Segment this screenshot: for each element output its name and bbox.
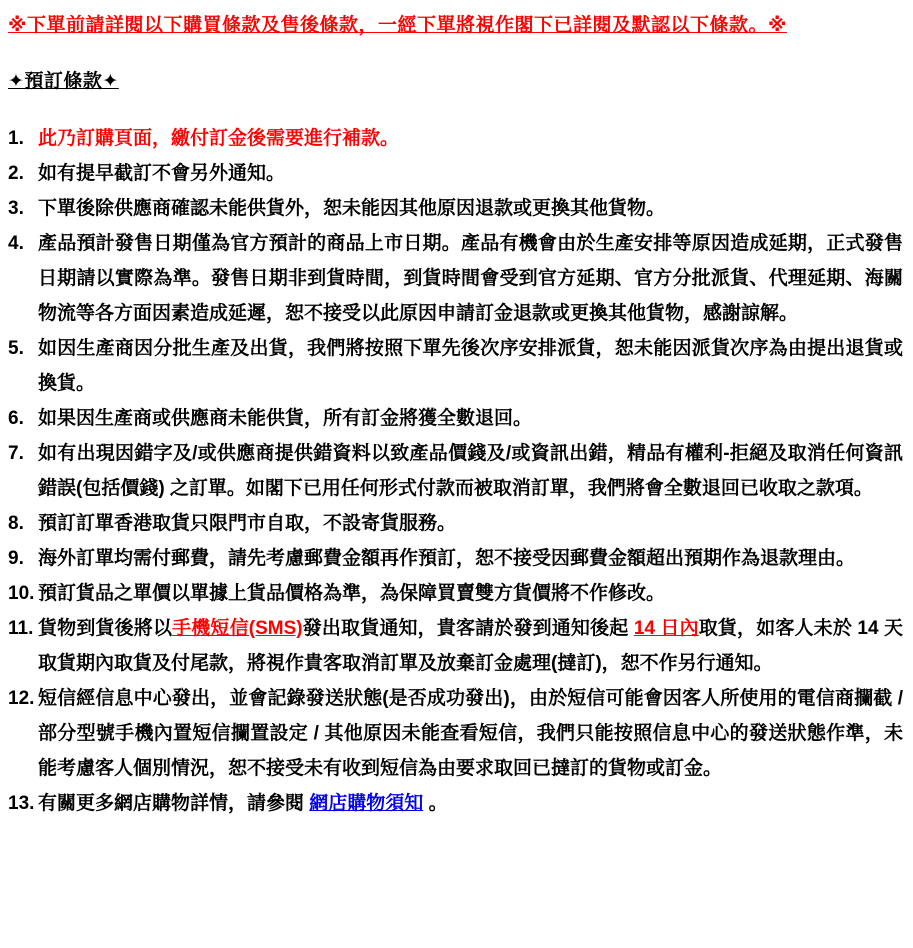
term-text (38, 576, 903, 611)
term-number: 6. (8, 407, 24, 429)
term-segment: 手機短信(SMS) (172, 617, 303, 639)
term-segment: 如因生產商因分批生產及出貨，我們將按照下單先後次序安排派貨，恕未能因派貨次序為由提出退貨或換貨。 (38, 337, 903, 394)
term-number: 7. (8, 442, 24, 464)
term-text (38, 506, 903, 541)
term-segment: 預訂訂單香港取貨只限門市自取，不設寄貨服務。 (38, 512, 457, 534)
term-number: 11. (8, 617, 34, 639)
term-segment: 此乃訂購頁面，繳付訂金後需要進行補款。 (38, 127, 400, 149)
term-item-1 (8, 121, 903, 156)
term-number: 13. (8, 792, 35, 814)
term-item-3 (8, 191, 903, 226)
term-number: 3. (8, 197, 24, 219)
term-text (38, 611, 903, 681)
term-segment: 短信經信息中心發出，並會記錄發送狀態(是否成功發出)，由於短信可能會因客人所使用的電信商攔截 / 部分型號手機內置短信攔置設定 / 其他原因未能查看短信，我們只能按照信息中心的發送狀態作準，未能考慮客人個別情況，恕不接受未有收到短信為由要求取回已撻訂的貨物或訂金。 (38, 687, 903, 779)
term-item-2 (8, 156, 903, 191)
term-segment: 如有提早截訂不會另外通知。 (38, 162, 286, 184)
term-segment: 14 日內 (633, 617, 699, 639)
term-number: 5. (8, 337, 24, 359)
term-segment: 產品預計發售日期僅為官方預計的商品上市日期。產品有機會由於生產安排等原因造成延期，正式發售日期請以實際為準。發售日期非到貨時間，到貨時間會受到官方延期、官方分批派貨、代理延期、海關物流等各方面因素造成延遲，恕不接受以此原因申請訂金退款或更換其他貨物，感謝諒解。 (38, 232, 903, 324)
term-segment: 海外訂單均需付郵費，請先考慮郵費金額再作預訂，恕不接受因郵費金額超出預期作為退款理由。 (38, 547, 856, 569)
term-item-7 (8, 436, 903, 506)
term-item-6 (8, 401, 903, 436)
term-text (38, 191, 903, 226)
term-number: 10. (8, 582, 35, 604)
shop-guide-link[interactable]: 網店購物須知 (309, 792, 424, 814)
term-item-9 (8, 541, 903, 576)
purchase-notice-header: ※下單前請詳閱以下購買條款及售後條款，一經下單將視作閣下已詳閱及默認以下條款。※ (8, 15, 787, 36)
terms-list (8, 121, 903, 821)
term-item-10 (8, 576, 903, 611)
term-item-8 (8, 506, 903, 541)
term-item-5 (8, 331, 903, 401)
term-text (38, 681, 903, 786)
term-segment: 。 (423, 792, 448, 814)
term-segment: 下單後除供應商確認未能供貨外，恕未能因其他原因退款或更換其他貨物。 (38, 197, 666, 219)
term-segment: 預訂貨品之單價以單據上貨品價格為準，為保障買賣雙方貨價將不作修改。 (38, 582, 666, 604)
term-text (38, 401, 903, 436)
term-segment: 貨物到貨後將以 (38, 617, 173, 639)
term-number: 9. (8, 547, 24, 569)
term-number: 8. (8, 512, 24, 534)
term-text (38, 541, 903, 576)
term-segment: 取貨，如客人未於 14 天取貨期內取貨及付尾款，將視作貴客取消訂單及放棄訂金處理(撻訂)，恕不作另行通知。 (38, 617, 903, 674)
term-item-11 (8, 611, 903, 681)
term-text (38, 226, 903, 331)
term-number: 12. (8, 687, 35, 709)
term-segment: 如果因生產商或供應商未能供貨，所有訂金將獲全數退回。 (38, 407, 533, 429)
term-number: 4. (8, 232, 24, 254)
term-segment: 如有出現因錯字及/或供應商提供錯資料以致產品價錢及/或資訊出錯，精品有權利-拒絕及取消任何資訊錯誤(包括價錢) 之訂單。如閣下已用任何形式付款而被取消訂單，我們將會全數退回已收取之款項。 (38, 442, 903, 499)
term-segment: 發出取貨通知，貴客請於發到通知後起 (302, 617, 634, 639)
section-title-row (8, 66, 903, 93)
term-text (38, 786, 903, 821)
term-item-13 (8, 786, 903, 821)
term-number: 1. (8, 127, 24, 149)
term-text (38, 436, 903, 506)
term-text (38, 331, 903, 401)
term-text (38, 121, 903, 156)
section-title-preorder-terms: ✦預訂條款✦ (8, 70, 119, 92)
term-item-12 (8, 681, 903, 786)
term-text (38, 156, 903, 191)
term-number: 2. (8, 162, 24, 184)
term-segment: 有關更多網店購物詳情，請參閱 (38, 792, 310, 814)
term-item-4 (8, 226, 903, 331)
